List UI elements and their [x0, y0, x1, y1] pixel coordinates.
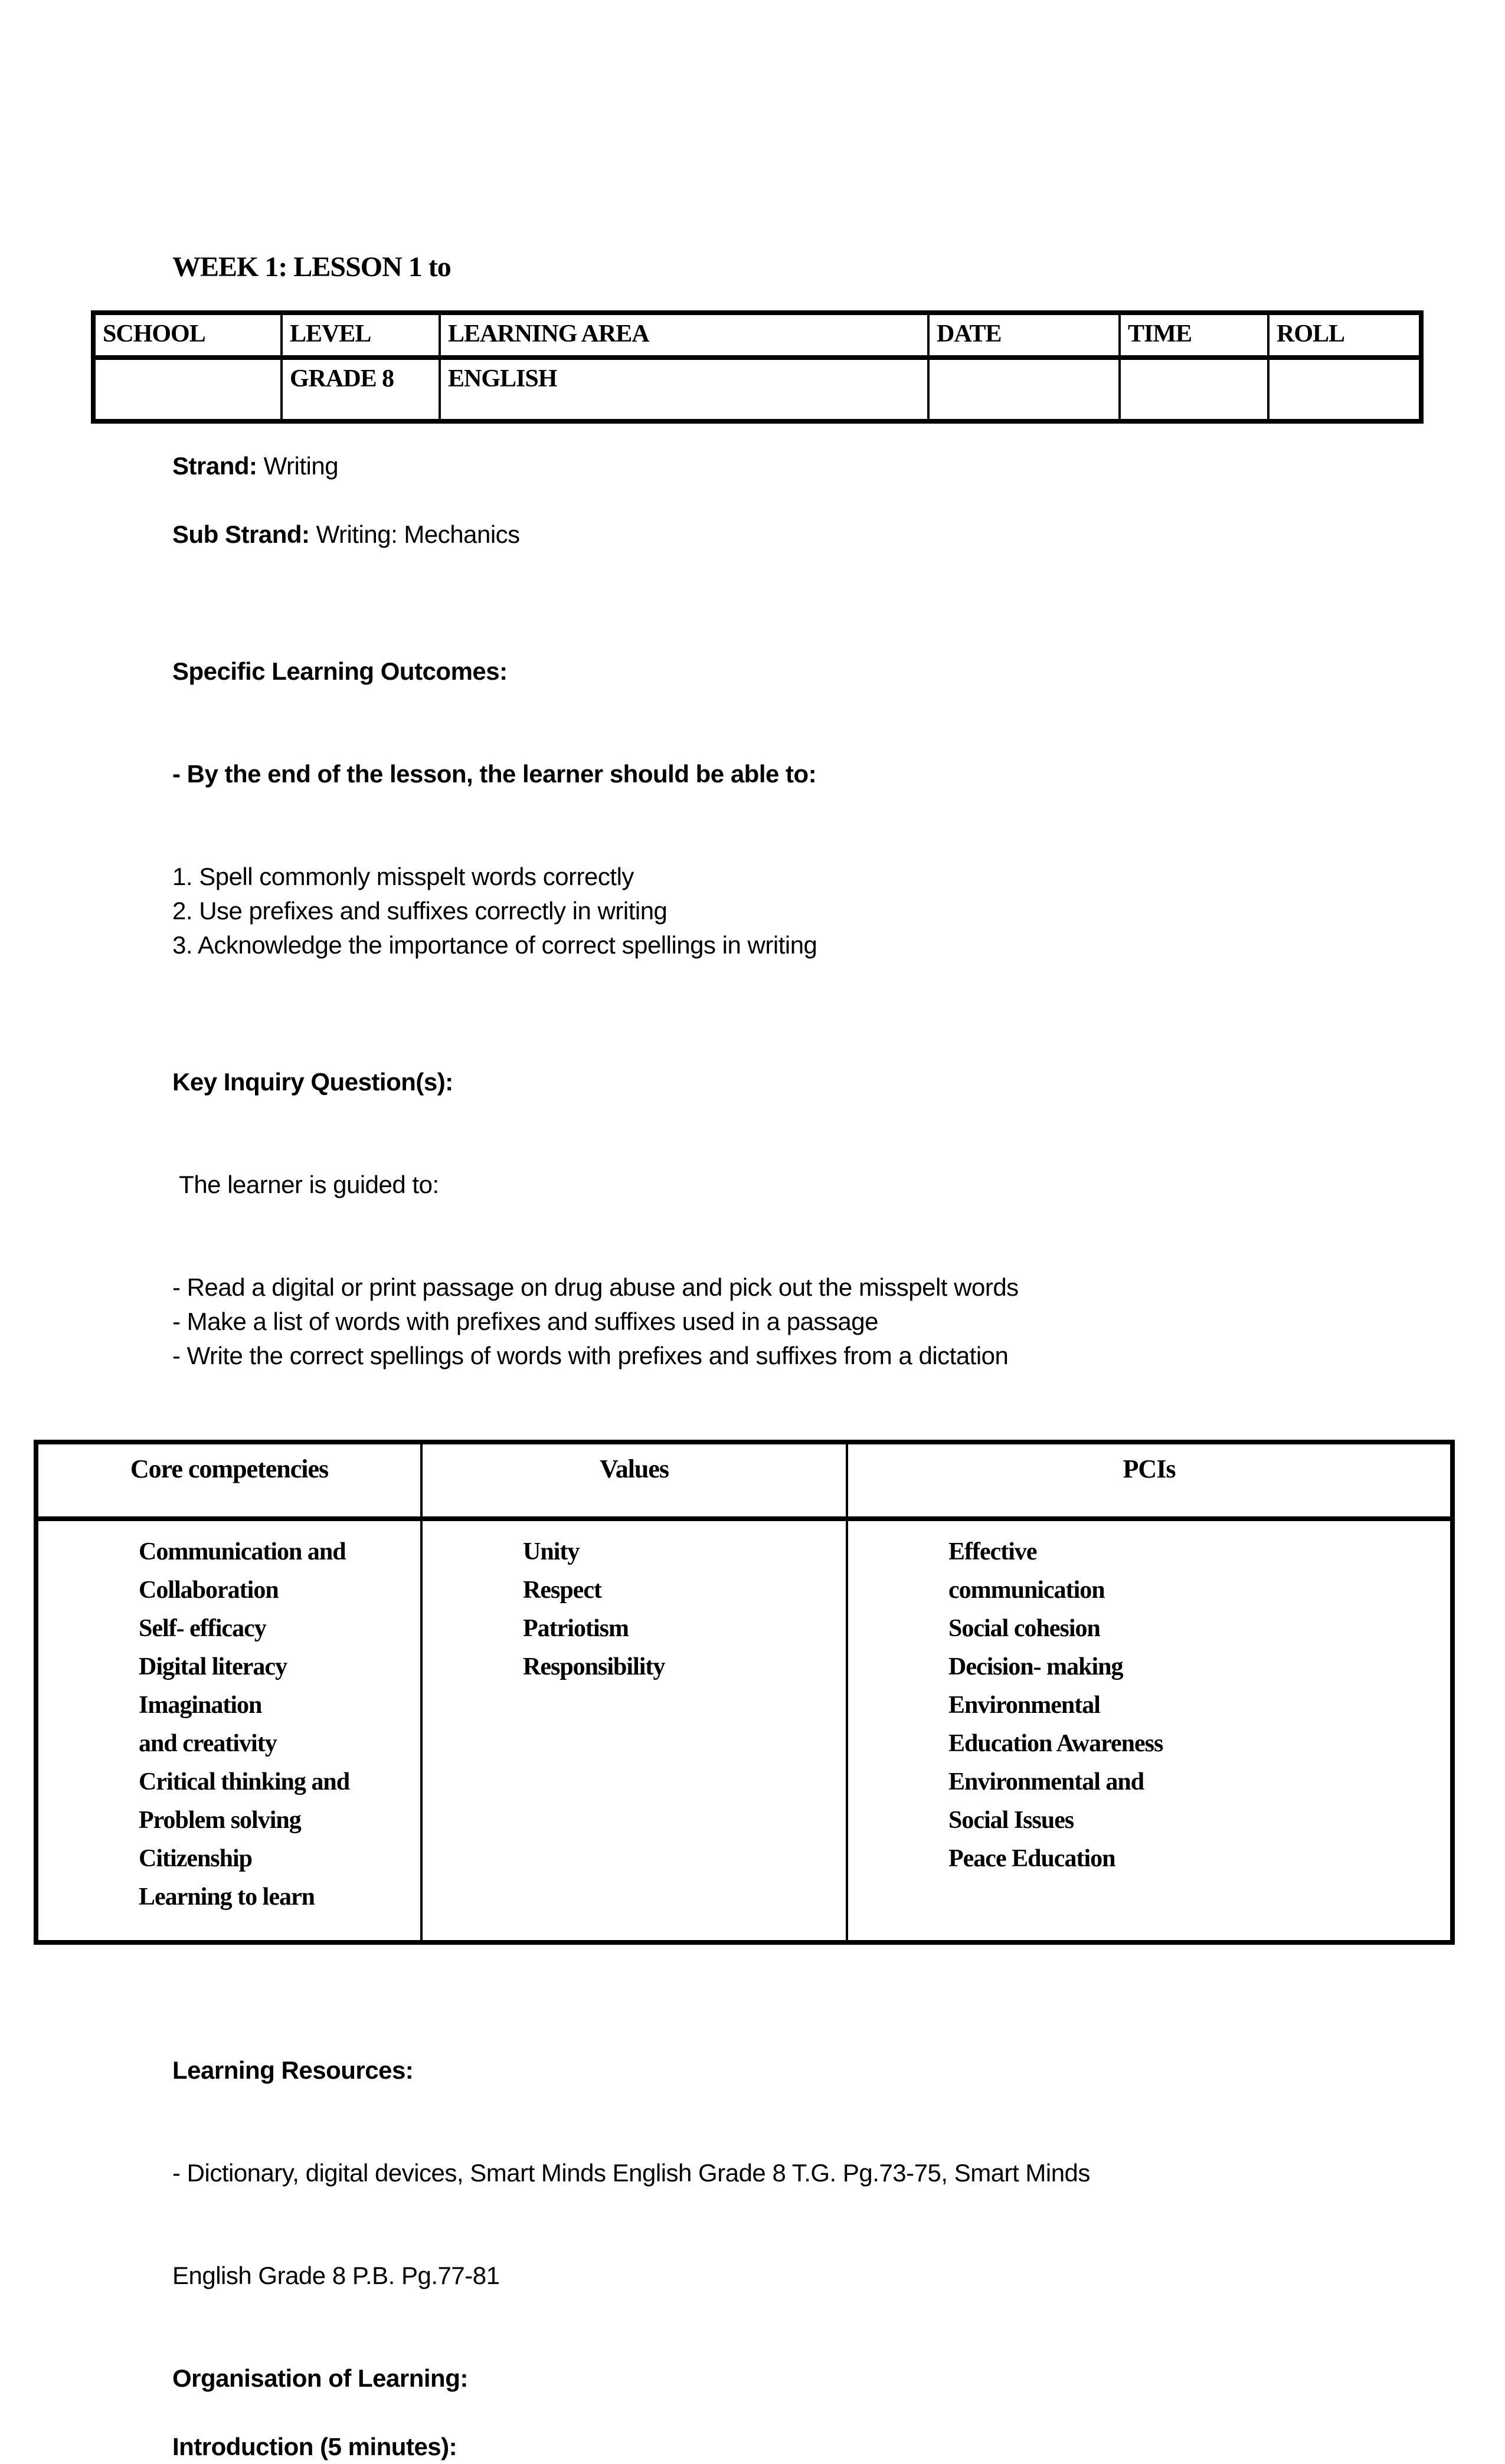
- core-competency-item: Critical thinking and: [139, 1768, 350, 1795]
- organisation-heading: Organisation of Learning:: [172, 2364, 468, 2392]
- pci-item: Social cohesion: [948, 1615, 1100, 1642]
- core-competency-item: and creativity: [139, 1730, 277, 1757]
- info-header-time: TIME: [1120, 313, 1268, 358]
- info-header-school: SCHOOL: [93, 313, 282, 358]
- value-item: Responsibility: [523, 1653, 665, 1680]
- info-value-date: [928, 358, 1120, 421]
- matrix-header-values: Values: [421, 1442, 847, 1519]
- core-competencies-cell: [36, 1519, 421, 1942]
- info-header-roll: ROLL: [1268, 313, 1421, 358]
- introduction-heading: Introduction (5 minutes):: [172, 2433, 457, 2460]
- lesson-info-table: [91, 310, 1424, 424]
- pcis-cell: [847, 1519, 1452, 1942]
- value-item: Unity: [523, 1538, 580, 1565]
- value-item: Patriotism: [523, 1615, 629, 1642]
- core-competency-item: Learning to learn: [139, 1883, 315, 1911]
- document-page: [0, 251, 1505, 2460]
- kiq-item: - Write the correct spellings of words with prefixes and suffixes from a dictation: [172, 1342, 1009, 1369]
- learning-resources-block: [172, 1985, 1505, 2327]
- kiq-intro: The learner is guided to:: [172, 1171, 439, 1198]
- outcomes-list: [172, 860, 1505, 962]
- sub-strand-label: Sub Strand:: [172, 520, 310, 548]
- outcome-item: 3. Acknowledge the importance of correct spellings in writing: [172, 931, 817, 959]
- info-value-roll: [1268, 358, 1421, 421]
- learning-resources-line2: English Grade 8 P.B. Pg.77-81: [172, 2262, 500, 2289]
- core-competency-item: Communication and: [139, 1538, 346, 1565]
- info-header-level: LEVEL: [282, 313, 440, 358]
- matrix-header-pcis: PCIs: [847, 1442, 1452, 1519]
- matrix-header-core-competencies: Core competencies: [36, 1442, 421, 1519]
- pci-item: Decision- making: [948, 1653, 1123, 1680]
- kiq-list: [172, 1270, 1505, 1373]
- info-value-learning-area: ENGLISH: [440, 358, 928, 421]
- core-competency-item: Collaboration: [139, 1577, 279, 1604]
- info-value-row: [93, 358, 1421, 421]
- info-header-row: [93, 313, 1421, 358]
- pci-item: Environmental and: [948, 1768, 1144, 1795]
- competencies-values-pcis-table: [34, 1440, 1455, 1945]
- pci-item: Education Awareness: [948, 1730, 1163, 1757]
- kiq-item: - Read a digital or print passage on drug abuse and pick out the misspelt words: [172, 1273, 1019, 1301]
- pci-item: Environmental: [948, 1692, 1100, 1719]
- strand-line: [172, 449, 1505, 483]
- core-competency-item: Self- efficacy: [139, 1615, 266, 1642]
- value-item: Respect: [523, 1577, 601, 1604]
- learning-resources-line1: - Dictionary, digital devices, Smart Minds English Grade 8 T.G. Pg.73-75, Smart Minds: [172, 2159, 1090, 2187]
- matrix-header-row: [36, 1442, 1452, 1519]
- pci-item: Social Issues: [948, 1807, 1074, 1834]
- sub-strand-line: [172, 517, 1505, 552]
- pci-item: communication: [948, 1577, 1105, 1604]
- core-competency-item: Digital literacy: [139, 1653, 287, 1680]
- outcomes-intro: - By the end of the lesson, the learner should be able to:: [172, 760, 817, 788]
- info-value-level: GRADE 8: [282, 358, 440, 421]
- info-header-learning-area: LEARNING AREA: [440, 313, 928, 358]
- strand-value: Writing: [257, 452, 339, 480]
- outcome-item: 1. Spell commonly misspelt words correctly: [172, 863, 634, 890]
- info-header-date: DATE: [928, 313, 1120, 358]
- core-competency-item: Problem solving: [139, 1807, 301, 1834]
- document-title: WEEK 1: LESSON 1 to: [172, 251, 451, 283]
- kiq-heading: Key Inquiry Question(s):: [172, 1068, 453, 1096]
- values-cell: [421, 1519, 847, 1942]
- outcomes-heading: Specific Learning Outcomes:: [172, 657, 508, 685]
- core-competency-item: Citizenship: [139, 1845, 253, 1872]
- outcome-item: 2. Use prefixes and suffixes correctly in writing: [172, 897, 668, 925]
- specific-learning-outcomes-block: [172, 586, 1505, 825]
- sub-strand-value: Writing: Mechanics: [309, 520, 520, 548]
- learning-resources-heading: Learning Resources:: [172, 2056, 414, 2084]
- key-inquiry-block: [172, 997, 1505, 1407]
- strand-label: Strand:: [172, 452, 257, 480]
- kiq-item: - Make a list of words with prefixes and suffixes used in a passage: [172, 1308, 879, 1335]
- matrix-body-row: [36, 1519, 1452, 1942]
- info-value-time: [1120, 358, 1268, 421]
- info-value-school: [93, 358, 282, 421]
- core-competency-item: Imagination: [139, 1692, 262, 1719]
- pci-item: Peace Education: [948, 1845, 1115, 1872]
- pci-item: Effective: [948, 1538, 1037, 1565]
